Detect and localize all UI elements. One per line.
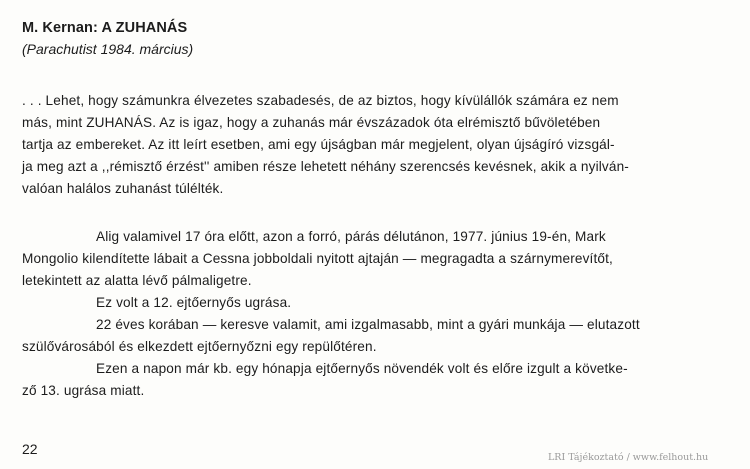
article-heading [22, 20, 187, 36]
text-line: tartja az embereket. Az itt leírt esetben, ami egy újságban már megjelent, olyan újságíró vizsgál- [22, 137, 615, 152]
text-line: 22 éves korában — keresve valamit, ami izgalmasabb, mint a gyári munkája — elutazott [96, 317, 640, 332]
text-line: letekintett az alatta lévő pálmaligetre. [22, 273, 252, 288]
text-line: szülővárosából és elkezdett ejtőernyőzni egy repülőtéren. [22, 339, 377, 354]
watermark: LRI Tájékoztató / www.felhout.hu [548, 452, 709, 463]
text-line: más, mint ZUHANÁS. Az is igaz, hogy a zuhanás már évszázadok óta elrémisztő bűvöletében [22, 115, 601, 130]
text-line: Alig valamivel 17 óra előtt, azon a forró, párás délutánon, 1977. június 19-én, Mark [96, 229, 606, 244]
text-line: Mongolio kilendítette lábait a Cessna jobboldali nyitott ajtaján — megragadta a szárnymerevítőt, [22, 251, 613, 266]
article-title: A ZUHANÁS [101, 20, 188, 36]
text-line: ja meg azt a ,,rémisztő érzést'' amiben része lehetett néhány szerencsés kevésnek, akik a nyilván- [22, 159, 629, 174]
article-source: (Parachutist 1984. március) [22, 41, 194, 57]
text-line: Ez volt a 12. ejtőernyős ugrása. [96, 295, 292, 310]
text-line: ző 13. ugrása miatt. [22, 383, 145, 398]
text-line: . . . Lehet, hogy számunkra élvezetes szabadesés, de az biztos, hogy kívülállók számára ez nem [22, 93, 619, 108]
page-number: 22 [22, 441, 38, 457]
text-line: Ezen a napon már kb. egy hónapja ejtőernyős növendék volt és előre izgult a követke- [96, 361, 628, 376]
author-name: M. Kernan: [22, 20, 98, 36]
text-line: valóan halálos zuhanást túlélték. [22, 181, 224, 196]
